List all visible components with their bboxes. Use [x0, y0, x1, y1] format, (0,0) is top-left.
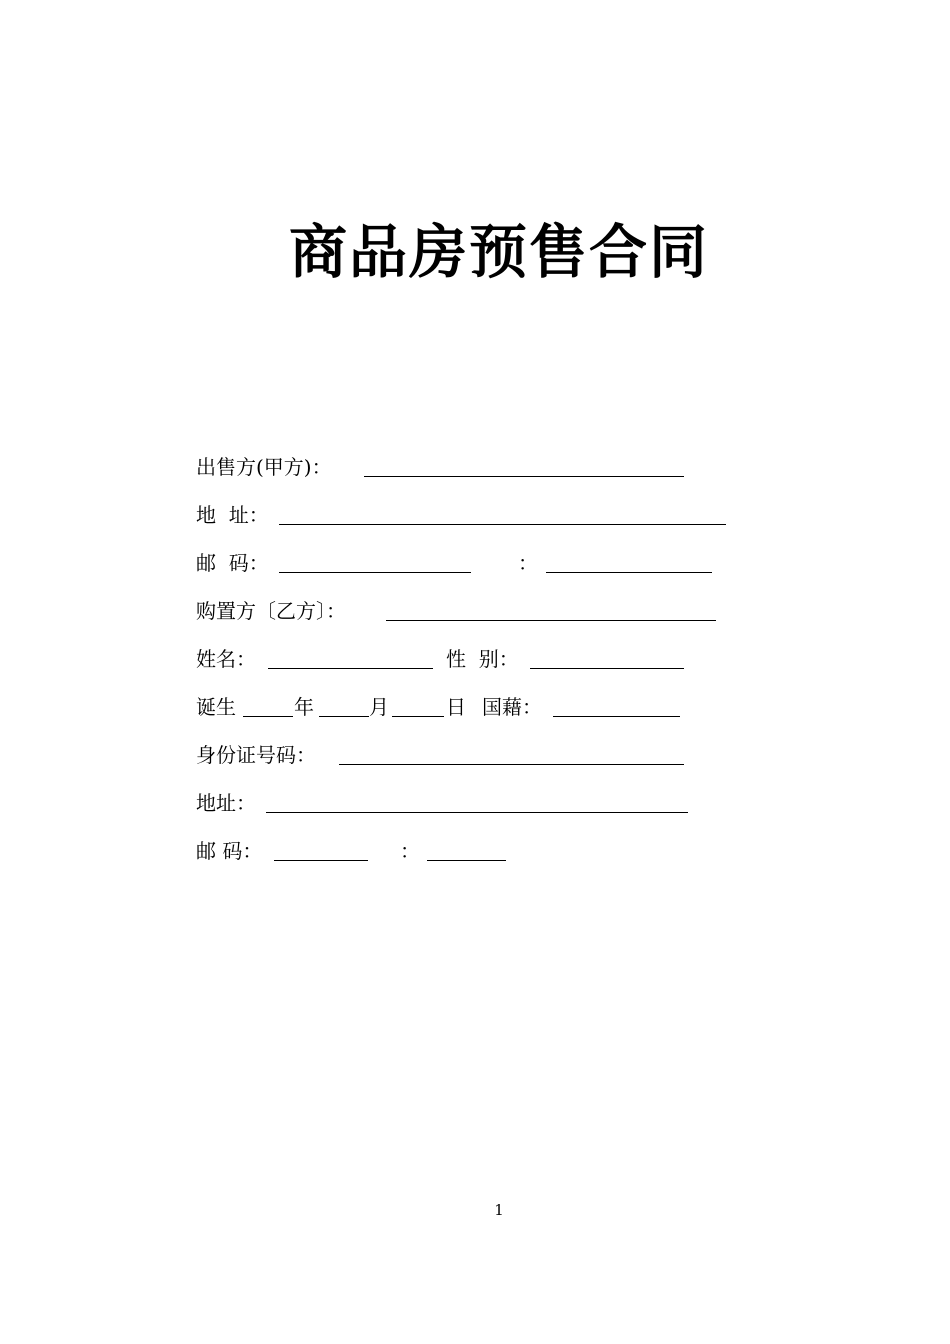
seller-postcode-field[interactable]: [279, 572, 471, 573]
document-title: 商品房预售合同: [288, 218, 709, 286]
buyer-nationality-field[interactable]: [553, 716, 680, 717]
buyer-party-field[interactable]: [386, 620, 716, 621]
buyer-address-field[interactable]: [266, 812, 688, 813]
buyer-party-label: 购置方〔乙方〕：: [196, 599, 346, 623]
seller-party-label: 出售方(甲方)：: [196, 455, 332, 479]
buyer-gender-label: 性 别：: [446, 647, 519, 671]
buyer-birth-label: 诞生: [196, 695, 236, 719]
buyer-birth-year-field[interactable]: [243, 716, 293, 717]
buyer-postcode-label: 邮 码：: [196, 839, 263, 863]
buyer-id-label: 身份证号码：: [196, 743, 316, 767]
buyer-postcode-field[interactable]: [274, 860, 368, 861]
buyer-second-colon: ：: [400, 839, 420, 863]
buyer-month-label: 月: [369, 695, 389, 719]
buyer-birth-month-field[interactable]: [319, 716, 369, 717]
seller-second-field[interactable]: [546, 572, 712, 573]
buyer-name-label: 姓名：: [196, 647, 256, 671]
seller-second-colon: ：: [518, 551, 538, 575]
seller-postcode-label: 邮 码：: [196, 551, 269, 575]
buyer-birth-day-field[interactable]: [392, 716, 444, 717]
buyer-address-label: 地址：: [196, 791, 256, 815]
seller-address-label: 地 址：: [196, 503, 269, 527]
buyer-id-field[interactable]: [339, 764, 684, 765]
seller-address-field[interactable]: [279, 524, 726, 525]
page-number: 1: [494, 1201, 504, 1219]
buyer-day-label: 日: [446, 695, 466, 719]
buyer-second-field[interactable]: [427, 860, 506, 861]
buyer-gender-field[interactable]: [530, 668, 684, 669]
buyer-nationality-label: 国藉：: [482, 695, 542, 719]
buyer-name-field[interactable]: [268, 668, 433, 669]
seller-party-field[interactable]: [364, 476, 684, 477]
buyer-year-label: 年: [294, 695, 314, 719]
